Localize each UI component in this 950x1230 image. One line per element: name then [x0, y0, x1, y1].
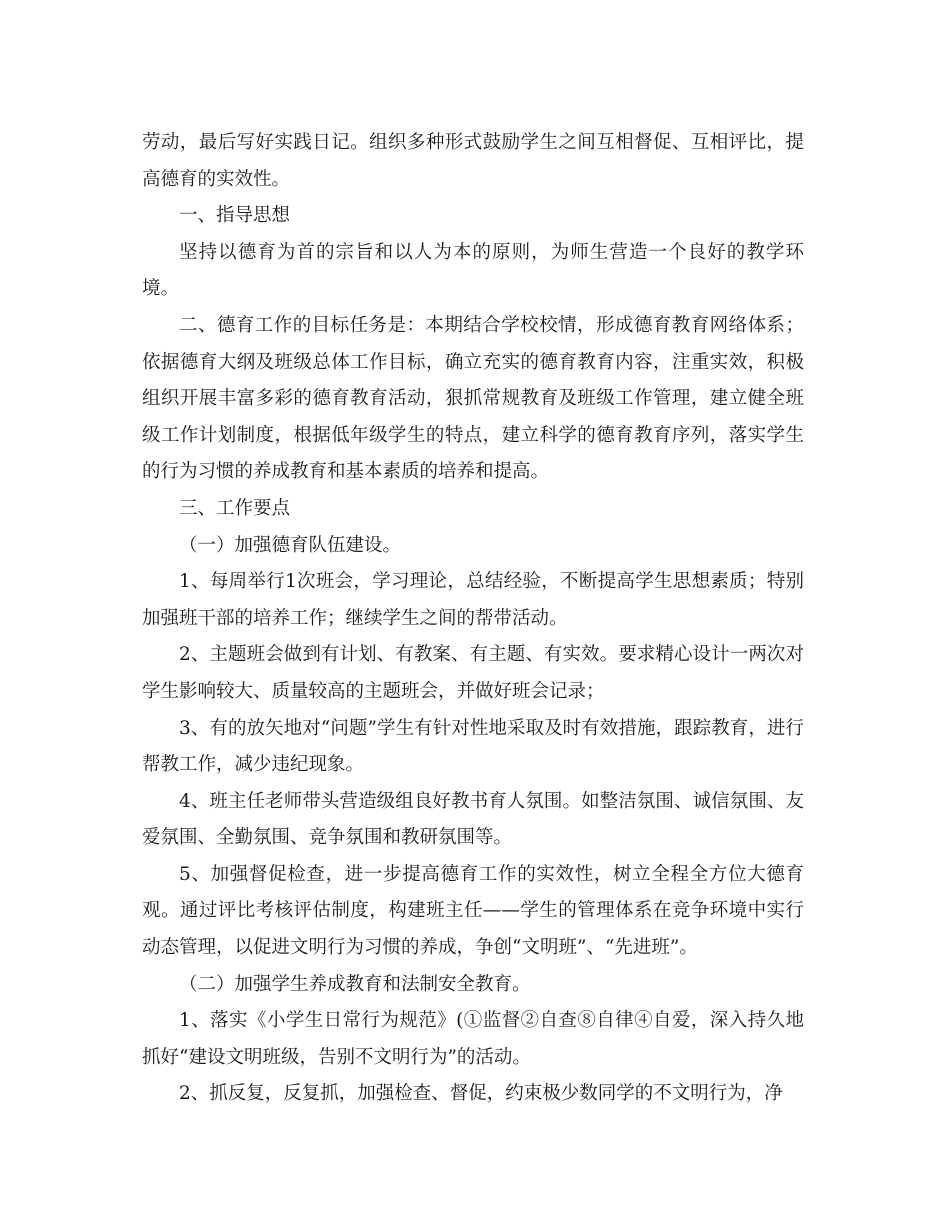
paragraph: 坚持以德育为首的宗旨和以人为本的原则，为师生营造一个良好的教学环境。	[142, 241, 804, 300]
section-heading: 三、工作要点	[179, 497, 291, 519]
paragraph: 劳动，最后写好实践日记。组织多种形式鼓励学生之间互相督促、互相评比，提高德育的实效性。	[142, 132, 804, 190]
list-item: 2、抓反复，反复抓，加强检查、督促，约束极少数同学的不文明行为，净	[179, 1083, 783, 1105]
document-body	[142, 125, 804, 1113]
section-heading: 一、指导思想	[179, 205, 291, 227]
subsection-heading: （二）加强学生养成教育和法制安全教育。	[179, 973, 531, 995]
list-item: 2、主题班会做到有计划、有教案、有主题、有实效。要求精心设计一两次对学生影响较大、质量较高的主题班会，并做好班会记录；	[142, 644, 804, 702]
list-item: 3、有的放矢地对“问题”学生有针对性地采取及时有效措施，跟踪教育，进行帮教工作，减少违纪现象。	[142, 717, 804, 776]
subsection-heading: （一）加强德育队伍建设。	[179, 534, 402, 556]
paragraph: 二、德育工作的目标任务是：本期结合学校校情，形成德育教育网络体系；依据德育大纲及班级总体工作目标，确立充实的德育教育内容，注重实效，积极组织开展丰富多彩的德育教育活动，狠抓常规教育及班级工作管理，建立健全班级工作计划制度，根据低年级学生的特点，建立科学的德育教育序列，落实学生的行为习惯的养成教育和基本素质的培养和提高。	[142, 314, 804, 483]
list-item: 4、班主任老师带头营造级组良好教书育人氛围。如整洁氛围、诚信氛围、友爱氛围、全勤氛围、竞争氛围和教研氛围等。	[142, 790, 804, 849]
list-item: 5、加强督促检查，进一步提高德育工作的实效性，树立全程全方位大德育观。通过评比考核评估制度，构建班主任——学生的管理体系在竞争环境中实行动态管理，以促进文明行为习惯的养成，争创“文明班”、“先进班”。	[142, 863, 804, 959]
list-item: 1、落实《小学生日常行为规范》(①监督②自查⑧自律④自爱，深入持久地抓好“建设文明班级，告别不文明行为”的活动。	[142, 1010, 804, 1068]
list-item: 1、每周举行1次班会，学习理论，总结经验，不断提高学生思想素质；特别加强班干部的培养工作；继续学生之间的帮带活动。	[142, 571, 804, 629]
